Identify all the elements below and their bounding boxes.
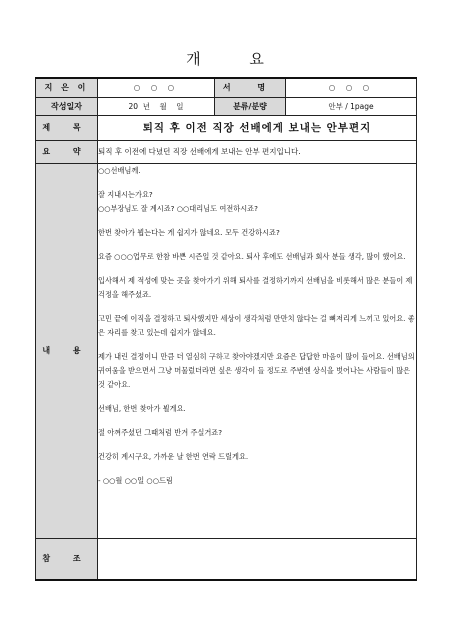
- reference-value: [98, 538, 417, 580]
- subject-value: 퇴직 후 이전 직장 선배에게 보내는 안부편지: [98, 115, 417, 140]
- content-paragraph: 선배님, 한번 찾아가 뵐게요.: [98, 403, 186, 413]
- content-paragraph: 요즘 ○○○업무로 한참 바쁜 시즌일 것 같아요. 퇴사 후에도 선배님과 회사 분들 생각, 많이 했어요.: [98, 251, 406, 261]
- date-row: [36, 97, 417, 115]
- summary-row: [36, 140, 417, 163]
- author-value: ○ ○ ○: [98, 78, 215, 97]
- subject-label: 제 목: [36, 115, 98, 140]
- date-label: 작성일자: [36, 97, 98, 115]
- content-paragraph: 건강히 계시구요, 가까운 날 한번 연락 드릴게요.: [98, 451, 249, 461]
- category-label: 분류/분량: [215, 97, 286, 115]
- content-row: [36, 163, 417, 538]
- content-paragraph: 잘 지내시는가요? ○○부장님도 잘 계시죠? ○○대리님도 여전하시죠?: [98, 189, 258, 213]
- page-title: 개 요: [186, 50, 286, 68]
- content-paragraph: ○○선배님께.: [98, 165, 141, 175]
- content-paragraph: 입사해서 제 적성에 맞는 곳을 찾아가기 위해 퇴사를 결정하기까지 선배님을 비롯해서 많은 분들이 제 걱정을 해주셨죠.: [98, 275, 413, 299]
- summary-label: 요 약: [36, 140, 98, 163]
- summary-form-table: [35, 77, 417, 581]
- reference-row: [36, 538, 417, 580]
- content-paragraph: 절 아껴주셨던 그때처럼 반겨 주실거죠?: [98, 427, 223, 437]
- reference-label: 참 조: [36, 538, 98, 580]
- signature-label: 서 명: [215, 78, 286, 97]
- content-paragraph: 고민 끝에 이직을 결정하고 퇴사했지만 세상이 생각처럼 만만치 않다는 걸 뼈저리게 느끼고 있어요. 좋은 자리를 찾고 있는데 쉽지가 않네요.: [98, 313, 415, 337]
- author-label: 지 은 이: [36, 78, 98, 97]
- content-paragraph: - ○○월 ○○일 ○○드림: [98, 475, 173, 485]
- content-label: 내 용: [36, 163, 98, 538]
- content-body: [98, 163, 417, 538]
- category-value: 안부 / 1page: [286, 97, 417, 115]
- date-value: 20 년 월 일: [98, 97, 215, 115]
- content-paragraph: 한번 찾아가 뵙는다는 게 쉽지가 않네요. 모두 건강하시죠?: [98, 227, 280, 237]
- subject-row: [36, 115, 417, 140]
- author-row: [36, 78, 417, 97]
- summary-value: 퇴직 후 이전에 다녔던 직장 선배에게 보내는 안부 편지입니다.: [98, 140, 417, 163]
- content-paragraph: 제가 내린 결정이니 만큼 더 열심히 구하고 찾아야겠지만 요즘은 답답한 마음이 많이 들어요. 선배님의 귀여움을 받으면서 그냥 머물렀더라면 싶은 생각이 들 정도로 주변엔 상식을 벗어나는 사람들이 많은 것 같아요.: [98, 351, 415, 389]
- signature-value: ○ ○ ○: [286, 78, 417, 97]
